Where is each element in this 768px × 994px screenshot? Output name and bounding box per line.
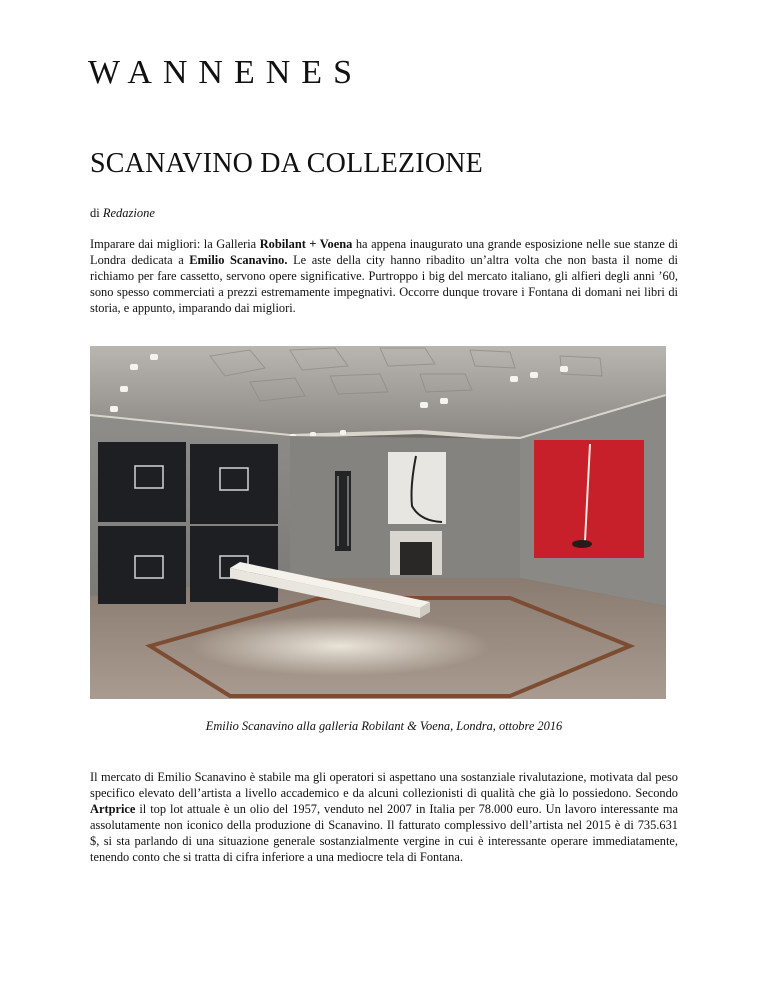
byline-prefix: di: [90, 206, 100, 220]
p1-text-3: Le aste della city hanno ribadito un’altra volta che non basta il nome di richiamo per fare cassetto, servono opere significative. Purtroppo i big del mercato italiano, gli alfieri degli anni ’60, sono spesso commerciati a prezzi estremamente impegnativi. Occorre dunque trovare i Fontana di domani nei libri di storia, e appunto, imparando dai migliori.: [90, 253, 678, 315]
image-caption: Emilio Scanavino alla galleria Robilant & Voena, Londra, ottobre 2016: [205, 719, 563, 733]
byline-author: Redazione: [102, 206, 155, 220]
white-canvas: [388, 452, 446, 524]
fireplace: [390, 531, 442, 575]
p1-gallery-name: Robilant + Voena: [259, 237, 353, 251]
ladder-artwork: [335, 471, 351, 551]
p1-artist-name: Emilio Scanavino.: [189, 253, 288, 267]
intro-paragraph: [90, 236, 678, 316]
market-paragraph: [90, 769, 678, 865]
gallery-photo: [90, 346, 666, 699]
p1-text-1: Imparare dai migliori: la Galleria: [90, 237, 260, 251]
p2-artprice: Artprice: [90, 802, 136, 816]
p2-text-2: il top lot attuale è un olio del 1957, venduto nel 2007 in Italia per 78.000 euro. Un lavoro interessante ma assolutamente non iconico della produzione di Scanavino. Il fatturato complessivo dell’artista nel 2015 è di 735.631 $, si sta parlando di una situazione generale sostanzialmente vergine in cui è interessante operare immediatamente, tenendo conto che si tratta di cifra inferiore a una mediocre tela di Fontana.: [90, 802, 678, 864]
byline: [90, 207, 155, 220]
floor-light: [190, 616, 490, 676]
p1-text-2: ha appena inaugurato una grande esposizione nelle sue stanze di Londra dedicata a: [90, 237, 678, 267]
p2-text-1: Il mercato di Emilio Scanavino è stabile ma gli operatori si aspettano una sostanziale rivalutazione, motivata dal peso specifico elevato dell’artista a livello accademico e da alcuni collezionisti di qualità che già lo possiedono. Secondo: [90, 770, 678, 800]
article-title: SCANAVINO DA COLLEZIONE: [90, 148, 483, 179]
red-canvas: [534, 440, 644, 558]
wannenes-logo[interactable]: WANNENES: [88, 54, 363, 91]
